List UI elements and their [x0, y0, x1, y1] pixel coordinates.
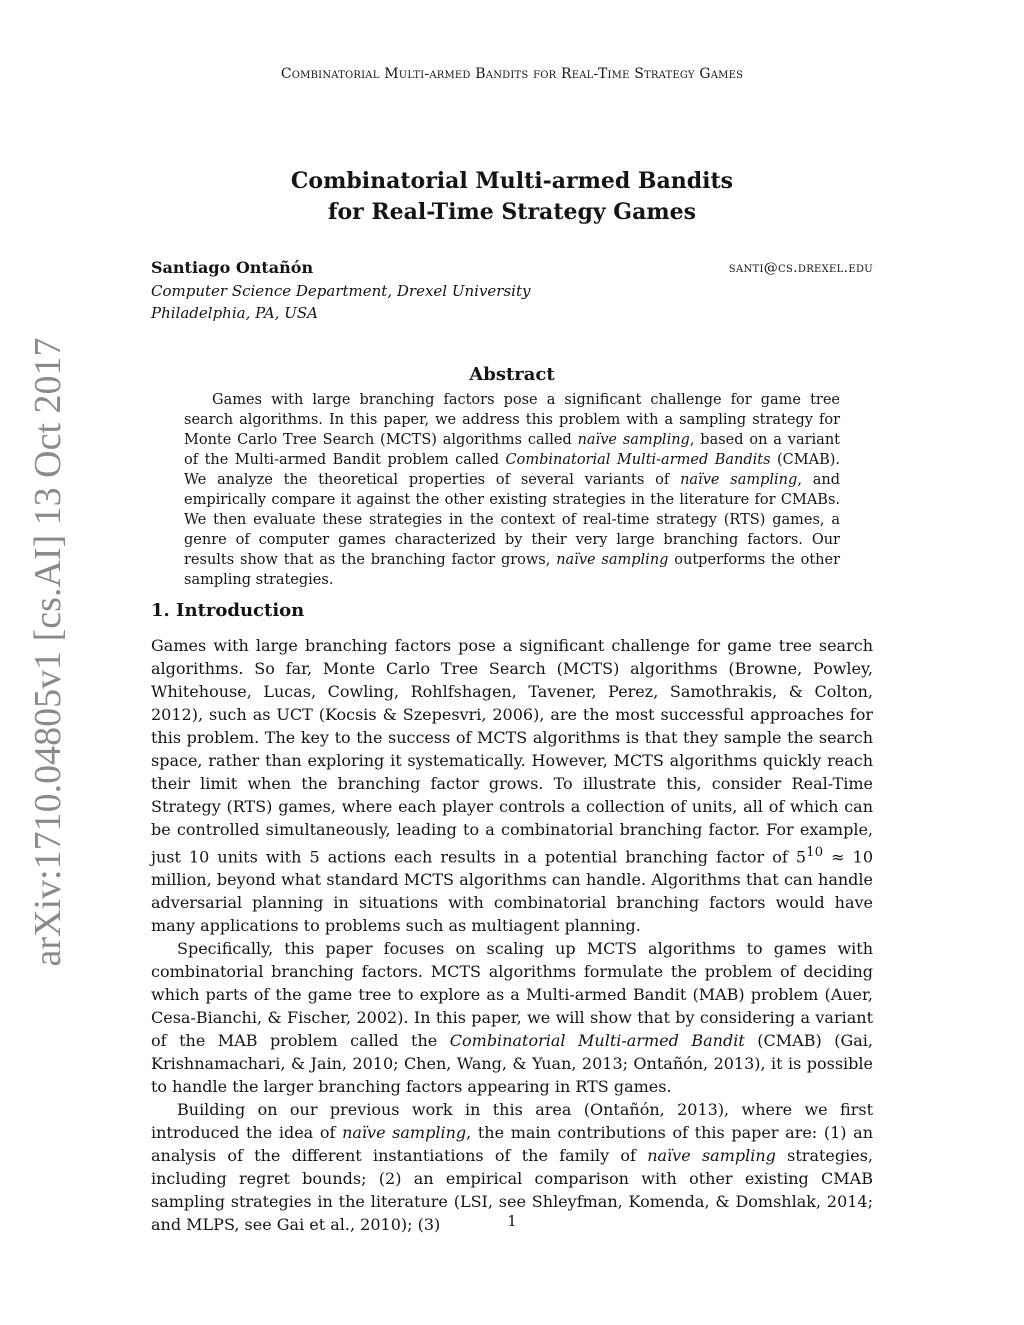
paragraph-run: strategies, including regret bounds; (2) an empirical comparison with other existing CMAB sampling strategies in the literature (LSI, see Shleyfman, Komenda, & Domshlak, 2014; and MLPS, see Gai et al., 2010); (3): [151, 1146, 874, 1235]
paragraph: [151, 634, 873, 937]
abstract-emphasis: naïve sampling: [556, 552, 669, 568]
paragraph-run: ≈ 10 million, beyond what standard MCTS algorithms can handle. Algorithms that can handle adversarial planning in situations with combinatorial branching factors would have many applications to problems such as multiagent planning.: [151, 847, 874, 936]
abstract-run: , based on a variant of the Multi-armed Bandit problem called: [184, 432, 840, 468]
paper-title: [0, 166, 1024, 228]
title-line-2: for Real-Time Strategy Games: [327, 199, 697, 225]
paragraph-run: Building on our previous work in this area (Ontañón, 2013), where we first introduced the idea of: [151, 1100, 873, 1143]
paragraph-run: (CMAB) (Gai, Krishnamachari, & Jain, 2010; Chen, Wang, & Yuan, 2013; Ontañón, 2013), it is possible to handle the larger branching factors appearing in RTS games.: [151, 1031, 873, 1097]
author-affiliation: Computer Science Department, Drexel University: [151, 282, 531, 300]
abstract-emphasis: Combinatorial Multi-armed Bandits: [505, 452, 771, 468]
abstract-run: Games with large branching factors pose a significant challenge for game tree search algorithms. In this paper, we address this problem with a sampling strategy for Monte Carlo Tree Search (MCTS) algorithms called: [184, 392, 840, 448]
abstract-emphasis: naïve sampling: [680, 472, 798, 488]
author-location: Philadelphia, PA, USA: [151, 304, 318, 322]
abstract-emphasis: naïve sampling: [577, 432, 690, 448]
paragraph: [151, 937, 873, 1098]
paragraph-run: Specifically, this paper focuses on scaling up MCTS algorithms to games with combinatorial branching factors. MCTS algorithms formulate the problem of deciding which parts of the game tree to explore as a Multi-armed Bandit (MAB) problem (Auer, Cesa-Bianchi, & Fischer, 2002). In this paper, we will show that by considering a variant of the MAB problem called the: [151, 939, 873, 1051]
section-heading-introduction: 1. Introduction: [151, 600, 305, 621]
arxiv-identifier: arXiv:1710.04805v1 [cs.AI] 13 Oct 2017: [27, 337, 69, 967]
page-number: 1: [507, 1212, 517, 1230]
paragraph-run: Games with large branching factors pose a significant challenge for game tree search algorithms. So far, Monte Carlo Tree Search (MCTS) algorithms (Browne, Powley, Whitehouse, Lucas, Cowling, Rohlfshagen, Tavener, Perez, Samothrakis, & Colton, 2012), such as UCT (Kocsis & Szepesvri, 2006), are the most successful approaches for this problem. The key to the success of MCTS algorithms is that they sample the search space, rather than exploring it systematically. However, MCTS algorithms quickly reach their limit when the branching factor grows. To illustrate this, consider Real-Time Strategy (RTS) games, where each player controls a collection of units, all of which can be controlled simultaneously, leading to a combinatorial branching factor. For example, just 10 units with 5 actions each results in a potential branching factor of 5: [151, 636, 873, 867]
abstract-run: , and empirically compare it against the other existing strategies in the literature for CMABs. We then evaluate these strategies in the context of real-time strategy (RTS) games, a genre of computer games characterized by their very large branching factors. Our results show that as the branching factor grows,: [184, 472, 841, 568]
emphasis: naïve sampling: [647, 1146, 776, 1166]
abstract-text: [184, 390, 840, 590]
introduction-body: [151, 634, 873, 1236]
paragraph-run: , the main contributions of this paper are: (1) an analysis of the different instantiations of the family of: [151, 1123, 874, 1166]
author-name: Santiago Ontañón: [151, 258, 314, 277]
superscript: 10: [806, 845, 824, 860]
author-email: santi@cs.drexel.edu: [728, 260, 873, 276]
emphasis: naïve sampling: [342, 1123, 467, 1143]
abstract-run: (CMAB). We analyze the theoretical properties of several variants of: [184, 452, 841, 488]
emphasis: Combinatorial Multi-armed Bandit: [449, 1031, 745, 1051]
abstract-heading: Abstract: [469, 364, 555, 385]
abstract-run: outperforms the other sampling strategies.: [184, 552, 841, 588]
title-line-1: Combinatorial Multi-armed Bandits: [290, 168, 734, 194]
running-head: Combinatorial Multi-armed Bandits for Real-Time Strategy Games: [280, 66, 744, 82]
